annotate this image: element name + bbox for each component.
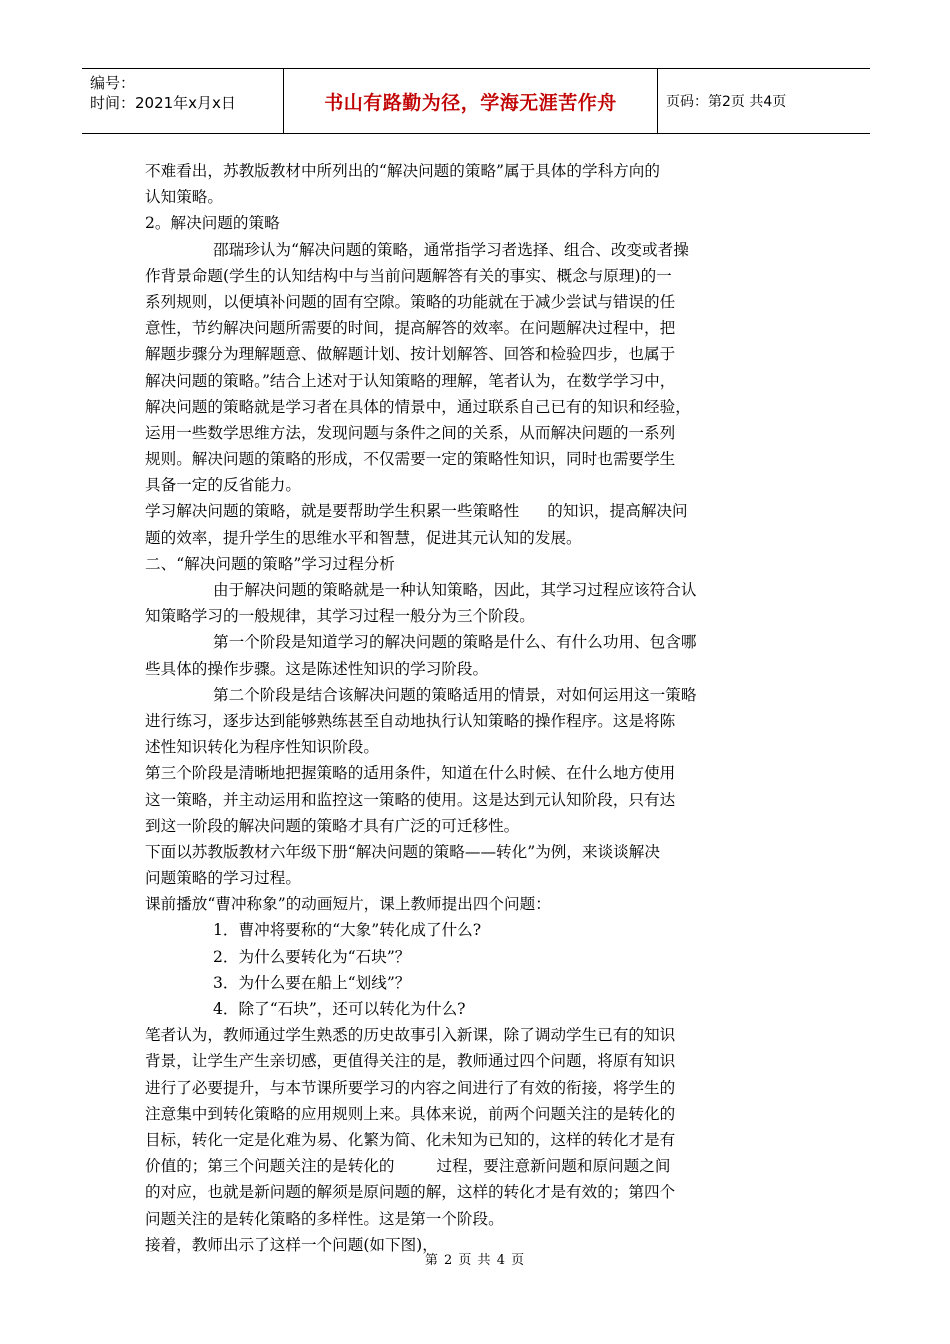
body-line: 注意集中到转化策略的应用规则上来。具体来说，前两个问题关注的是转化的 [145,1104,676,1123]
document-time-label: 时间：2021年x月x日 [90,94,236,112]
body-line: 由于解决问题的策略就是一种认知策略，因此，其学习过程应该符合认 [213,581,697,599]
body-line: 问题关注的是转化策略的多样性。这是第一个阶段。 [145,1209,504,1228]
body-line: 意性，节约解决问题所需要的时间，提高解答的效率。在问题解决过程中，把 [145,319,676,338]
body-line: 知策略学习的一般规律，其学习过程一般分为三个阶段。 [145,607,535,626]
body-line: 些具体的操作步骤。这是陈述性知识的学习阶段。 [145,659,489,678]
body-line: 第三个阶段是清晰地把握策略的适用条件，知道在什么时候、在什么地方使用 [145,764,676,783]
body-line-part: 价值的；第三个问题关注的是转化的 [145,1157,395,1176]
list-item: 3．为什么要在船上“划线”？ [213,973,411,992]
body-line-split [145,1153,805,1179]
body-line: 笔者认为，教师通过学生熟悉的历史故事引入新课，除了调动学生已有的知识 [145,1026,676,1045]
document-number-label: 编号： [90,74,136,92]
body-line: 接着，教师出示了这样一个问题(如下图)， [145,1235,438,1254]
section-heading: 二、“解决问题的策略”学习过程分析 [145,554,395,573]
body-line: 规则。解决问题的策略的形成，不仅需要一定的策略性知识，同时也需要学生 [145,450,676,469]
list-item: 1．曹冲将要称的“大象”转化成了什么? [213,921,482,940]
body-line: 题的效率，提升学生的思维水平和智慧，促进其元认知的发展。 [145,528,582,547]
body-line: 进行练习，逐步达到能够熟练甚至自动地执行认知策略的操作程序。这是将陈 [145,711,676,730]
body-line: 解题步骤分为理解题意、做解题计划、按计划解答、回答和检验四步，也属于 [145,345,676,364]
body-line: 运用一些数学思维方法，发现问题与条件之间的关系，从而解决问题的一系列 [145,423,676,442]
header-meta [82,69,284,133]
body-line: 这一策略，并主动运用和监控这一策略的使用。这是达到元认知阶段，只有达 [145,790,676,809]
header-motto-cell [284,69,658,133]
body-line-part: 学习解决问题的策略，就是要帮助学生积累一些策略性 [145,502,520,521]
body-line: 不难看出，苏教版教材中所列出的“解决问题的策略”属于具体的学科方向的 [145,162,660,180]
list-item: 4．除了“石块”，还可以转化为什么? [213,1000,466,1018]
body-line: 述性知识转化为程序性知识阶段。 [145,738,379,757]
body-line: 具备一定的反省能力。 [145,476,301,495]
body-line: 下面以苏教版教材六年级下册“解决问题的策略——转化”为例，来谈谈解决 [145,842,660,861]
body-line: 认知策略。 [145,188,223,207]
page-header [82,68,870,134]
page-footer: 第 2 页 共 4 页 [424,1253,526,1268]
body-line: 背景，让学生产生亲切感，更值得关注的是，教师通过四个问题，将原有知识 [145,1052,676,1071]
list-item: 2．为什么要转化为“石块”？ [213,947,411,966]
document-body [145,158,805,1258]
body-line: 问题策略的学习过程。 [145,869,301,888]
body-line: 目标，转化一定是化难为易、化繁为简、化未知为已知的，这样的转化才是有 [145,1130,676,1149]
body-line: 第二个阶段是结合该解决问题的策略适用的情景，对如何运用这一策略 [213,685,697,704]
header-motto: 书山有路勤为径，学海无涯苦作舟 [324,91,617,114]
body-line: 邵瑞珍认为“解决问题的策略，通常指学习者选择、组合、改变或者操 [213,240,689,259]
body-line: 的对应，也就是新问题的解须是原问题的解，这样的转化才是有效的；第四个 [145,1183,676,1202]
body-line-split [145,498,805,524]
body-line: 课前播放“曹冲称象”的动画短片，课上教师提出四个问题： [145,895,551,914]
body-line: 解决问题的策略就是学习者在具体的情景中，通过联系自己已有的知识和经验， [145,397,691,416]
body-line: 到这一阶段的解决问题的策略才具有广泛的可迁移性。 [145,816,520,835]
body-line: 系列规则，以便填补问题的固有空隙。策略的功能就在于减少尝试与错误的任 [145,292,676,311]
body-line: 第一个阶段是知道学习的解决问题的策略是什么、有什么功用、包含哪 [213,633,697,652]
body-line: 作背景命题(学生的认知结构中与当前问题解答有关的事实、概念与原理)的一 [145,266,672,285]
body-line-part: 过程，要注意新问题和原问题之间 [436,1157,671,1176]
section-heading: 2。解决问题的策略 [145,214,280,233]
body-line: 进行了必要提升，与本节课所要学习的内容之间进行了有效的衔接，将学生的 [145,1078,676,1097]
header-page-info: 页码：第2页 共4页 [666,94,787,110]
body-line-part: 的知识，提高解决问 [547,502,688,521]
body-line: 解决问题的策略。”结合上述对于认知策略的理解，笔者认为，在数学学习中， [145,371,676,390]
header-page-info-cell [658,69,870,133]
